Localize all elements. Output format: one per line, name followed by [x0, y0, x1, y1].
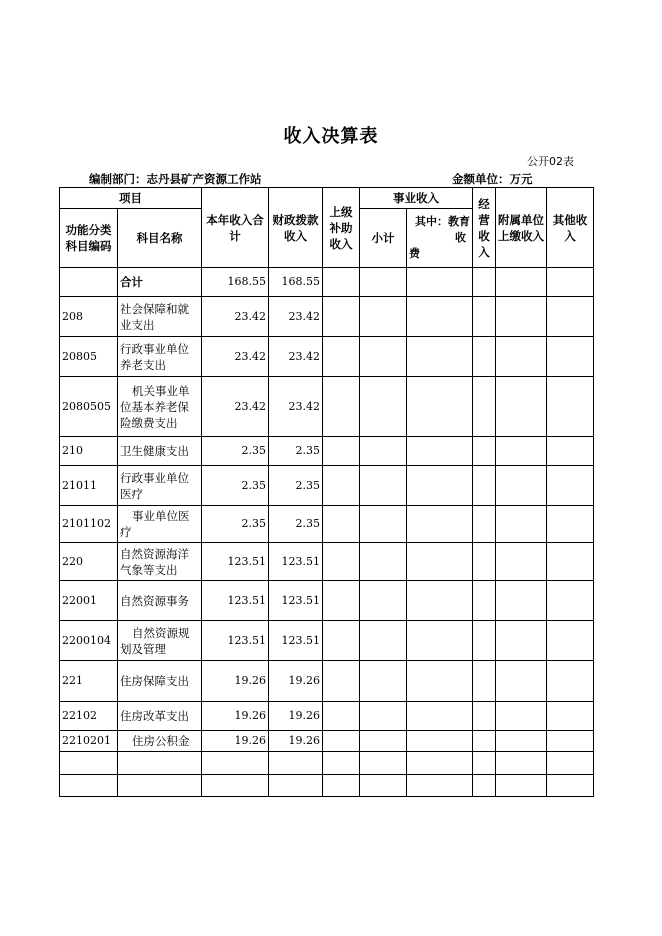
header-project: 项目 — [60, 188, 202, 209]
row-name: 自然资源规划及管理 — [118, 621, 202, 661]
table-row — [60, 731, 594, 752]
row-fiscal: 23.42 — [269, 297, 323, 337]
row-fiscal: 2.35 — [269, 466, 323, 506]
header-subtotal: 小计 — [360, 209, 407, 268]
row-code: 2080505 — [60, 377, 118, 437]
table-row — [60, 661, 594, 702]
header-operating-income: 经营收入 — [473, 188, 496, 268]
row-fiscal: 19.26 — [269, 661, 323, 702]
row-annual: 2.35 — [202, 506, 269, 543]
row-annual: 19.26 — [202, 731, 269, 752]
table-row — [60, 506, 594, 543]
header-superior-subsidy: 上级补助收入 — [323, 188, 360, 268]
row-code: 2210201 — [60, 731, 118, 752]
row-code: 2200104 — [60, 621, 118, 661]
amount-unit-label: 金额单位：万元 — [452, 172, 533, 186]
table-row — [60, 337, 594, 377]
department-label: 编制部门：志丹县矿产资源工作站 — [89, 172, 262, 186]
header-education-fee-line1: 其中：教育 — [415, 215, 470, 228]
table-row — [60, 297, 594, 337]
row-fiscal: 2.35 — [269, 506, 323, 543]
table-row — [60, 581, 594, 621]
row-annual: 23.42 — [202, 337, 269, 377]
header-other-income: 其他收入 — [547, 188, 594, 268]
row-code: 220 — [60, 543, 118, 581]
table-row — [60, 437, 594, 466]
row-name: 住房保障支出 — [118, 661, 202, 702]
table-row — [60, 702, 594, 731]
row-name: 机关事业单位基本养老保险缴费支出 — [118, 377, 202, 437]
row-code: 210 — [60, 437, 118, 466]
row-annual: 2.35 — [202, 437, 269, 466]
row-fiscal: 123.51 — [269, 621, 323, 661]
row-annual: 19.26 — [202, 702, 269, 731]
header-business-income: 事业收入 — [360, 188, 473, 209]
table-row — [60, 543, 594, 581]
row-annual: 2.35 — [202, 466, 269, 506]
page-title: 收入决算表 — [283, 126, 379, 147]
table-row — [60, 377, 594, 437]
row-name: 自然资源海洋气象等支出 — [118, 543, 202, 581]
header-subject-name: 科目名称 — [118, 209, 202, 268]
row-name: 住房改革支出 — [118, 702, 202, 731]
row-code: 2101102 — [60, 506, 118, 543]
row-name: 事业单位医疗 — [118, 506, 202, 543]
row-name: 行政事业单位养老支出 — [118, 337, 202, 377]
row-fiscal: 23.42 — [269, 337, 323, 377]
header-annual-income: 本年收入合计 — [202, 188, 269, 268]
header-education-fee-line2: 收 — [455, 231, 466, 244]
total-annual: 168.55 — [202, 268, 269, 297]
header-education-fee — [407, 209, 473, 268]
table-row — [60, 466, 594, 506]
row-name: 住房公积金 — [118, 731, 202, 752]
empty-row — [60, 775, 594, 797]
row-fiscal: 23.42 — [269, 377, 323, 437]
row-fiscal: 123.51 — [269, 581, 323, 621]
row-code: 20805 — [60, 337, 118, 377]
row-code: 21011 — [60, 466, 118, 506]
row-code: 221 — [60, 661, 118, 702]
row-fiscal: 2.35 — [269, 437, 323, 466]
row-annual: 123.51 — [202, 621, 269, 661]
header-affiliated-income: 附属单位上缴收入 — [496, 188, 547, 268]
row-annual: 23.42 — [202, 297, 269, 337]
form-number: 公开02表 — [527, 155, 574, 168]
row-name: 社会保障和就业支出 — [118, 297, 202, 337]
row-annual: 23.42 — [202, 377, 269, 437]
row-name: 自然资源事务 — [118, 581, 202, 621]
header-fiscal-income: 财政拨款收入 — [269, 188, 323, 268]
header-education-fee-line3: 费 — [409, 247, 420, 260]
row-name: 行政事业单位医疗 — [118, 466, 202, 506]
row-fiscal: 19.26 — [269, 731, 323, 752]
row-fiscal: 19.26 — [269, 702, 323, 731]
table-row — [60, 621, 594, 661]
total-fiscal: 168.55 — [269, 268, 323, 297]
row-annual: 123.51 — [202, 543, 269, 581]
row-fiscal: 123.51 — [269, 543, 323, 581]
row-name: 卫生健康支出 — [118, 437, 202, 466]
total-label: 合计 — [118, 268, 202, 297]
empty-row — [60, 752, 594, 775]
row-annual: 123.51 — [202, 581, 269, 621]
total-row — [60, 268, 594, 297]
row-code: 22001 — [60, 581, 118, 621]
row-annual: 19.26 — [202, 661, 269, 702]
total-code-cell — [60, 268, 118, 297]
income-table — [59, 187, 594, 797]
row-code: 208 — [60, 297, 118, 337]
header-function-code: 功能分类科目编码 — [60, 209, 118, 268]
row-code: 22102 — [60, 702, 118, 731]
